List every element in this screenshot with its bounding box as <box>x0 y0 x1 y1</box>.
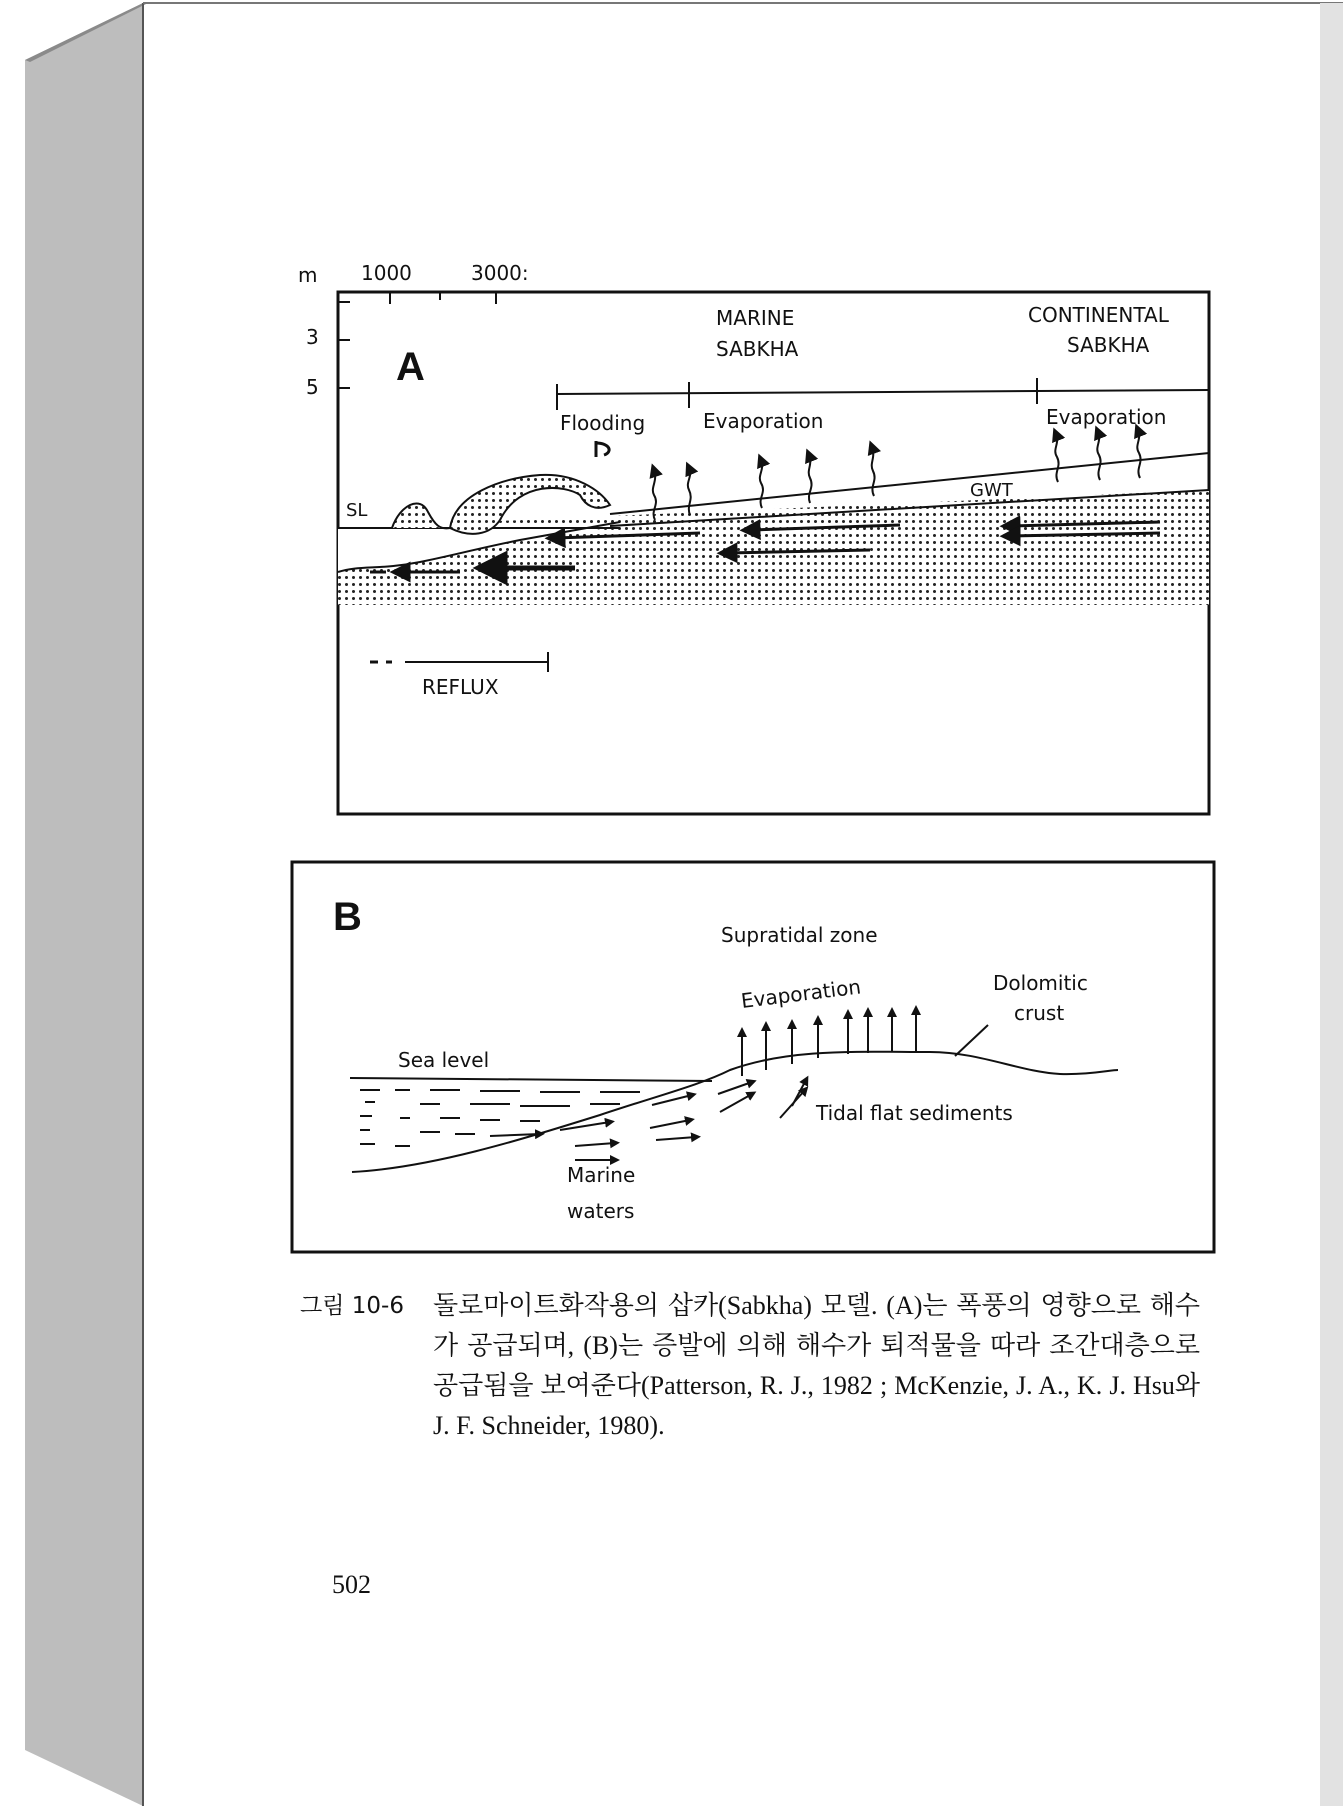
scale-label-1000: 1000 <box>361 261 412 285</box>
marine-waters-label-2: waters <box>567 1199 635 1223</box>
continental-sabkha-label-2: SABKHA <box>1067 333 1150 357</box>
evaporation-label-2: Evaporation <box>1046 405 1167 429</box>
zone-bracket <box>557 390 1209 394</box>
evaporation-arrows-b <box>742 1010 916 1076</box>
figure-label: 그림 10-6 <box>300 1293 404 1319</box>
panel-a <box>298 261 1209 814</box>
book-spine <box>25 3 1343 1806</box>
water-dashes <box>360 1090 640 1146</box>
depth-label-5: 5 <box>306 375 319 399</box>
panel-b <box>292 862 1214 1252</box>
page-number: 502 <box>332 1570 371 1599</box>
sl-label: SL <box>346 500 368 521</box>
marine-waters-label-1: Marine <box>567 1163 636 1187</box>
reflux-scale-bar <box>370 652 548 672</box>
depth-label-3: 3 <box>306 325 319 349</box>
supratidal-zone-label: Supratidal zone <box>721 923 878 947</box>
dolomitic-crust-label-2: crust <box>1014 1001 1065 1025</box>
scale-label-3000: 3000: <box>471 261 529 285</box>
reflux-label: REFLUX <box>422 675 499 699</box>
evaporation-label: Evaporation <box>703 409 824 433</box>
marine-sabkha-label-1: MARINE <box>716 306 795 330</box>
panel-b-letter: B <box>333 895 362 939</box>
continental-sabkha-label-1: CONTINENTAL <box>1028 303 1169 327</box>
dolomitic-crust-label-1: Dolomitic <box>993 971 1088 995</box>
flooding-label: Flooding <box>560 411 646 435</box>
tidal-flat-label: Tidal flat sediments <box>816 1101 1013 1125</box>
crust-pointer <box>955 1025 988 1056</box>
panel-a-letter: A <box>396 345 425 389</box>
gwt-label: GWT <box>970 480 1013 501</box>
evaporation-label-b: Evaporation <box>739 974 863 1013</box>
marine-sabkha-label-2: SABKHA <box>716 337 799 361</box>
sea-level-line <box>350 1078 712 1081</box>
sea-level-label: Sea level <box>398 1048 490 1072</box>
axis-unit-label: m <box>298 263 318 287</box>
figure-caption <box>300 1286 1200 1446</box>
wave-curl-icon <box>596 443 609 455</box>
caption-text: 돌로마이트화작용의 삽카(Sabkha) 모델. (A)는 폭풍의 영향으로 해수가 공급되며, (B)는 증발에 의해 해수가 퇴적물을 따라 조간대층으로 공급됨을 보여준다(Patterson, R. J., 1982 ; McKenzie, J. A., K. J. Hsu와 J. F. Schneider, 1980). <box>433 1291 1200 1440</box>
